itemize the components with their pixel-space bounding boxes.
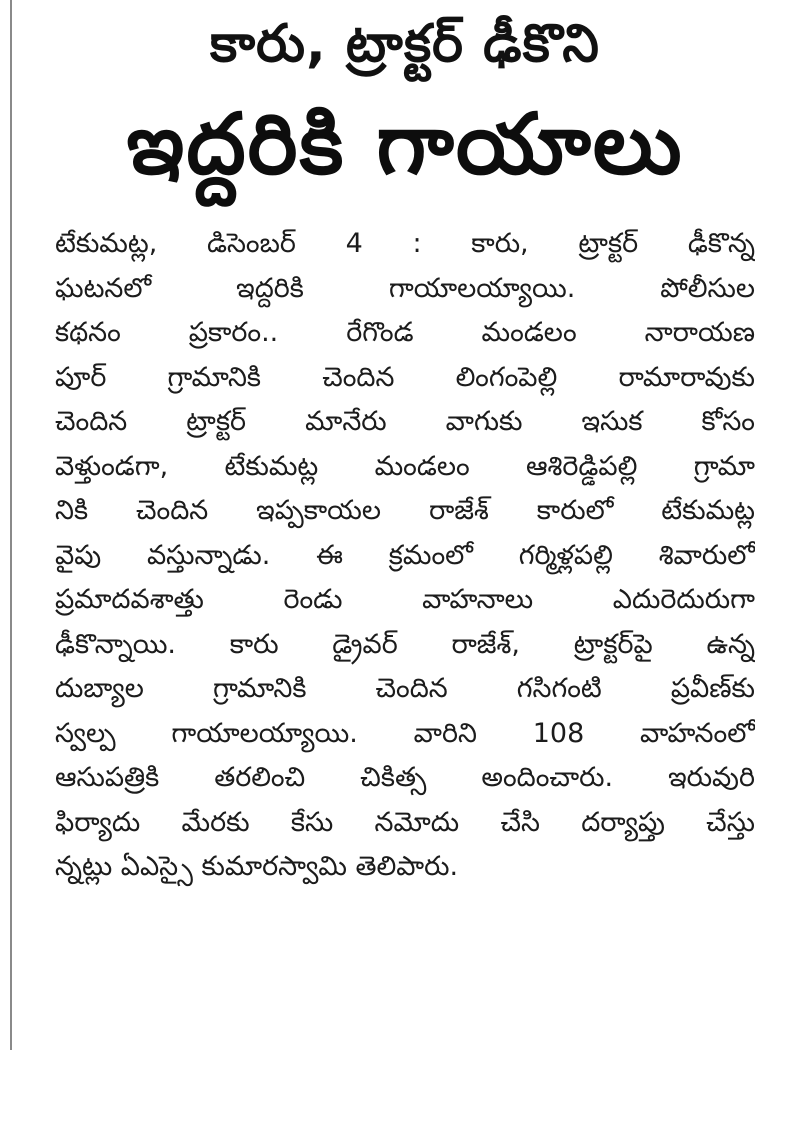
body-line: ఢీకొన్నాయి. కారు డ్రైవర్ రాజేశ్, ట్రాక్టర్‌పై ఉన్న — [55, 628, 755, 660]
body-line: ఆసుపత్రికి తరలించి చికిత్స అందించారు. ఇరువురి — [55, 762, 755, 793]
body-line: నికి చెందిన ఇప్పకాయల రాజేశ్ కారులో టేకుమట్ల — [55, 495, 755, 526]
news-article — [55, 0, 755, 890]
headline-kicker: కారు, ట్రాక్టర్ ఢీకొని — [210, 14, 600, 74]
body-line: ప్రమాదవశాత్తు రెండు వాహనాలు ఎదురెదురుగా — [55, 584, 755, 615]
body-line: ఫిర్యాదు మేరకు కేసు నమోదు చేసి దర్యాప్తు చేస్తు — [55, 806, 755, 838]
body-line: వైపు వస్తున్నాడు. ఈ క్రమంలో గర్మిళ్లపల్లి శివారులో — [55, 539, 755, 571]
body-line: ఘటనలో ఇద్దరికి గాయాలయ్యాయి. పోలీసుల — [55, 272, 755, 304]
body-line: పూర్ గ్రామానికి చెందిన లింగంపెల్లి రామారావుకు — [55, 361, 755, 393]
body-line: న్నట్లు ఏఎస్సై కుమారస్వామి తెలిపారు. — [55, 851, 459, 882]
body-line: కథనం ప్రకారం.. రేగొండ మండలం నారాయణ — [55, 317, 755, 348]
column-divider-rule — [10, 0, 12, 1050]
body-line: వెళ్తుండగా, టేకుమట్ల మండలం ఆశిరెడ్డిపల్లి గ్రామా — [55, 450, 755, 482]
body-line: టేకుమట్ల, డిసెంబర్ 4 : కారు, ట్రాక్టర్ ఢీకొన్న — [55, 228, 755, 259]
article-body — [55, 222, 755, 890]
body-line: దుబ్యాల గ్రామానికి చెందిన గసిగంటి ప్రవీణ్‌కు — [55, 673, 755, 704]
body-line: స్వల్ప గాయాలయ్యాయి. వారిని 108 వాహనంలో — [55, 717, 755, 749]
headline-main: ఇద్దరికి గాయాలు — [126, 95, 684, 193]
body-line: చెందిన ట్రాక్టర్ మానేరు వాగుకు ఇసుక కోసం — [55, 406, 755, 437]
